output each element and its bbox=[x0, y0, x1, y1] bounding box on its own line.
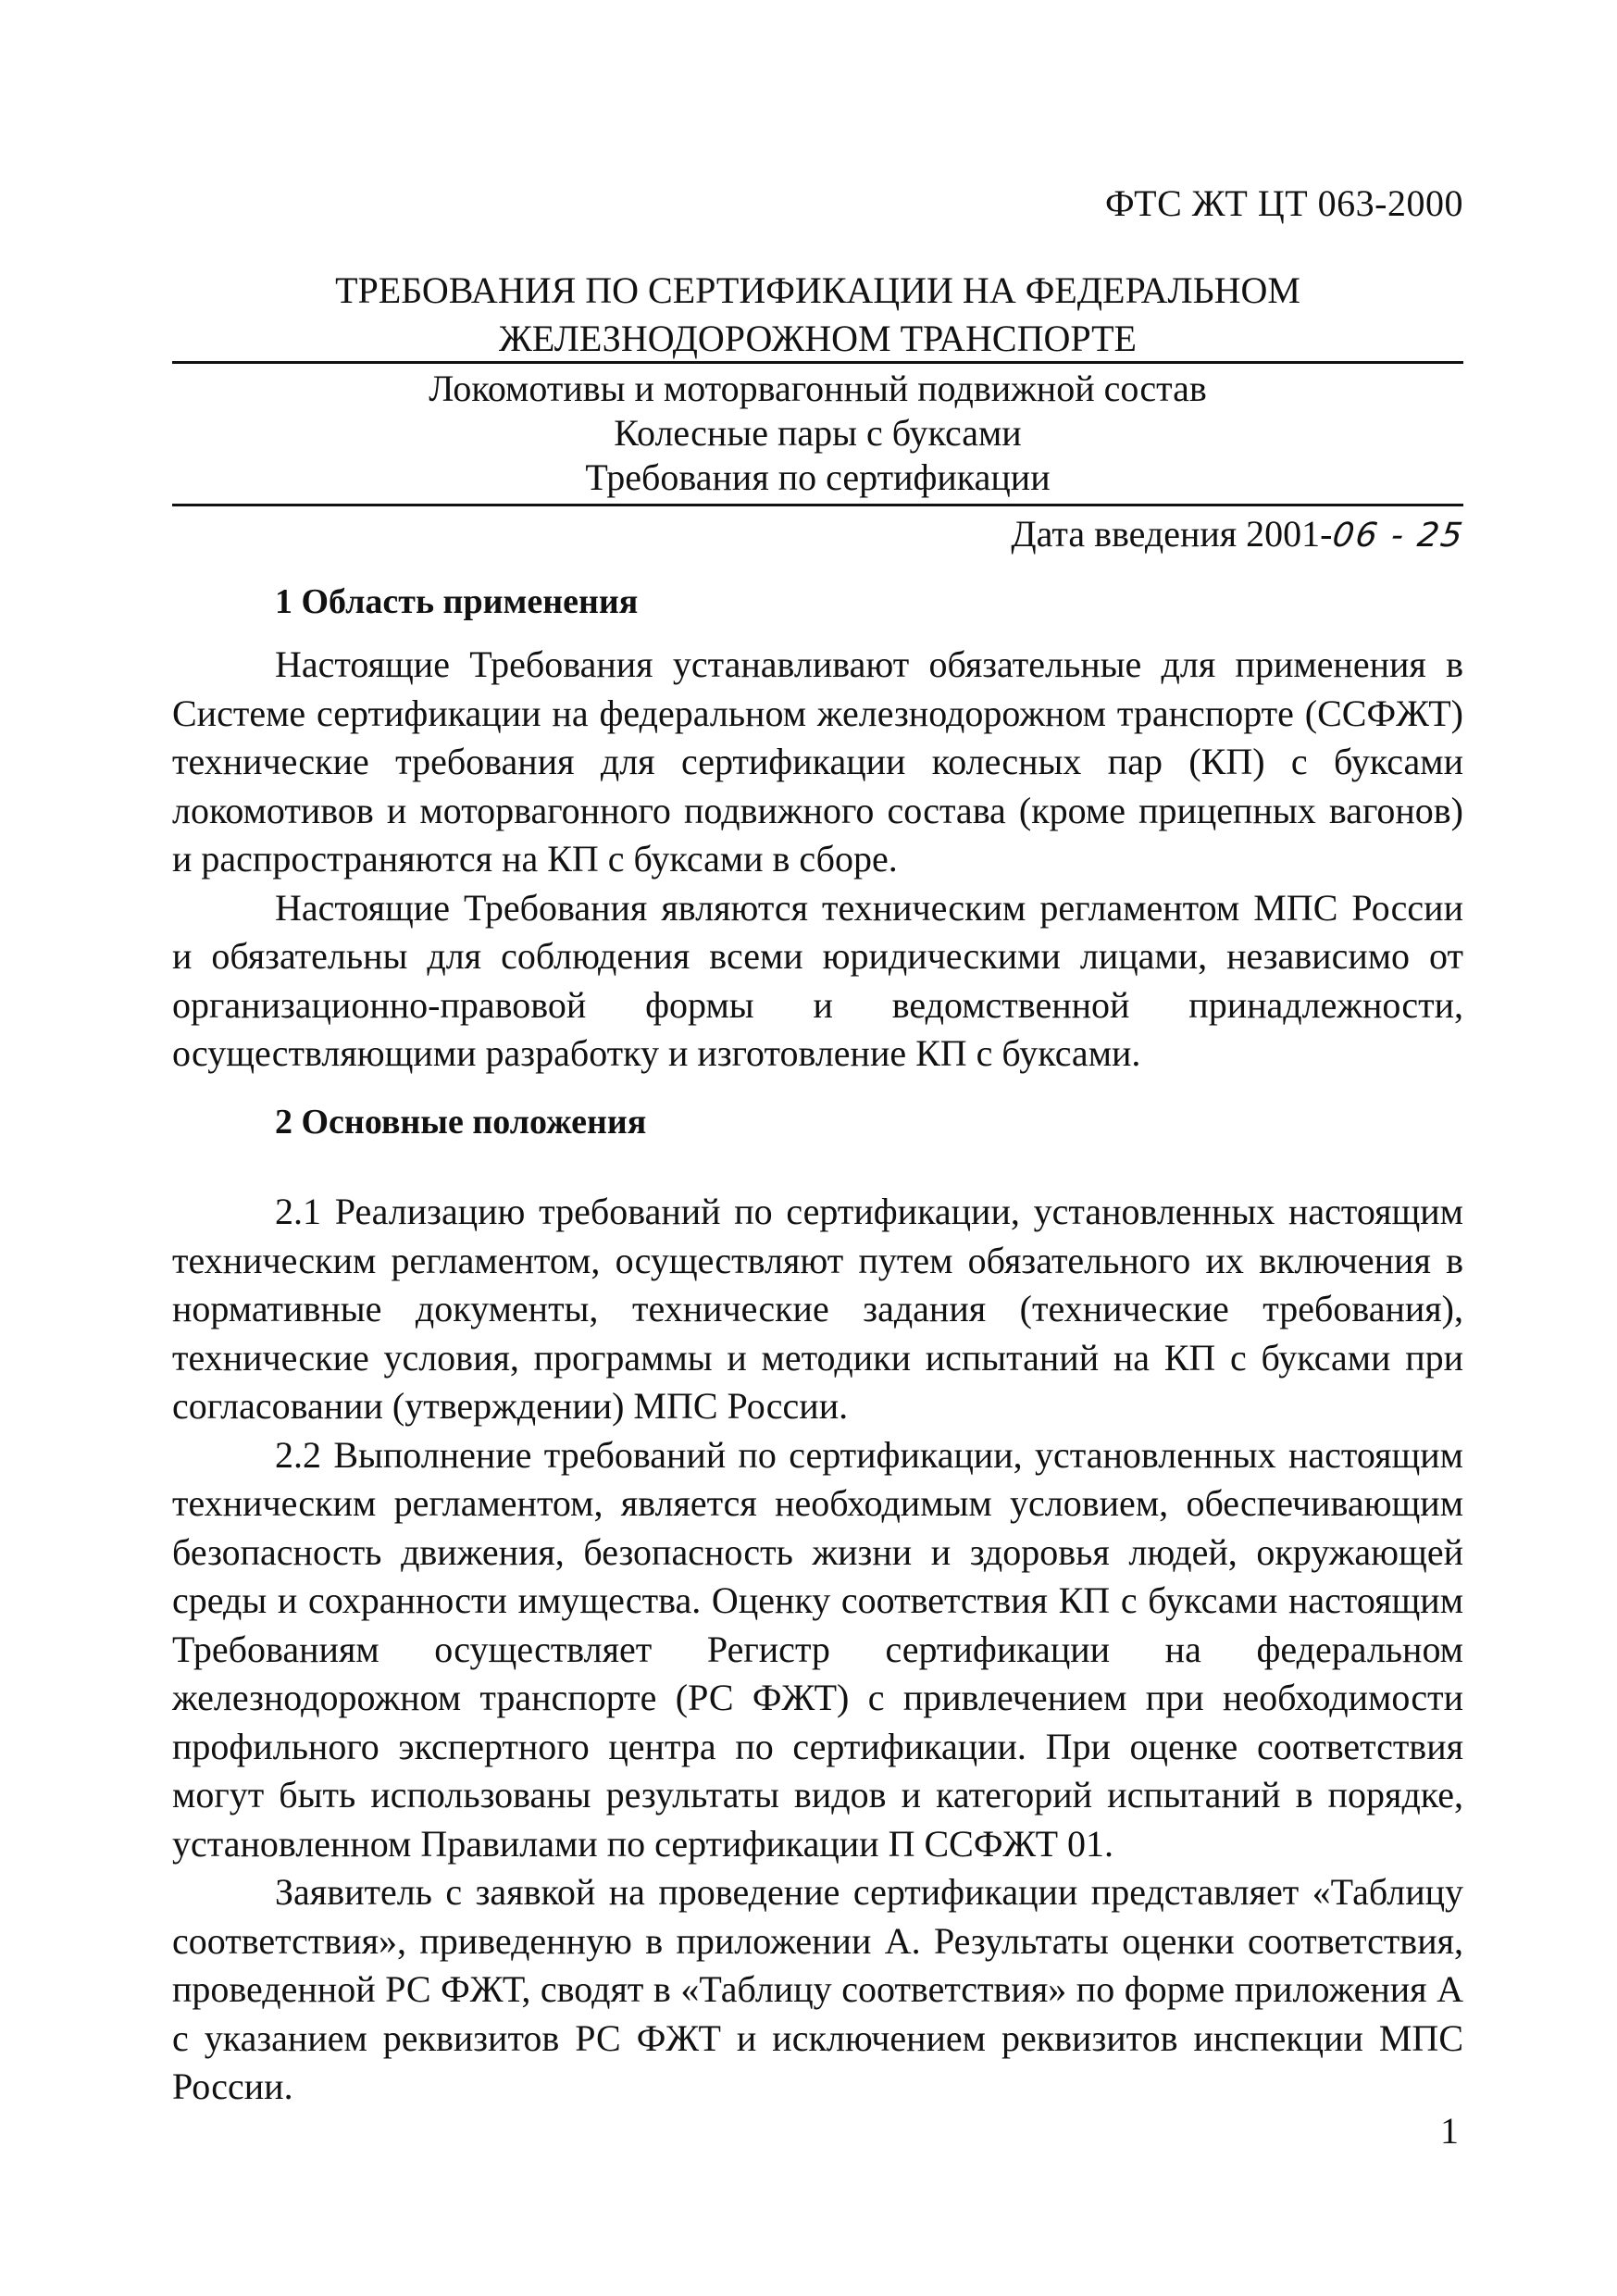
section-1-body bbox=[172, 641, 1463, 1079]
handwritten-date: 06 - 25 bbox=[1329, 517, 1466, 555]
document-code: ФТС ЖТ ЦТ 063-2000 bbox=[1105, 182, 1463, 224]
section-2-body bbox=[172, 1188, 1463, 2112]
section-2-paragraph-3: Заявитель с заявкой на проведение сертификации представляет «Таблицу соответствия», приведенную в приложении А. Результаты оценки соответствия, проведенной РС ФЖТ, сводят в «Таблицу соответствия» по форме приложения А с указанием реквизитов РС ФЖТ и исключением реквизитов инспекции МПС России. bbox=[172, 1871, 1463, 2107]
document-title bbox=[172, 267, 1463, 363]
section-2-paragraph-1: 2.1 Реализацию требований по сертификации, установленных настоящим техническим регламентом, осуществляют путем обязательного их включения в нормативные документы, технические задания (технические требования), технические условия, программы и методики испытаний на КП с буксами при согласовании (утверждении) МПС России. bbox=[172, 1191, 1463, 1427]
section-1-heading: 1 Область применения bbox=[275, 582, 639, 621]
date-label: Дата введения 2001- bbox=[1011, 513, 1333, 555]
subtitle-line-2: Колесные пары с буксами bbox=[614, 412, 1022, 454]
subtitle-line-3: Требования по сертификации bbox=[585, 456, 1051, 498]
title-line-1: ТРЕБОВАНИЯ ПО СЕРТИФИКАЦИИ НА ФЕДЕРАЛЬНОМ bbox=[335, 269, 1300, 311]
subtitle-divider bbox=[172, 504, 1463, 506]
section-2-paragraph-2: 2.2 Выполнение требований по сертификации, установленных настоящим техническим регламентом, является необходимым условием, обеспечивающим безопасность движения, безопасность жизни и здоровья людей, окружающей среды и сохранности имущества. Оценку соответствия КП с буксами настоящим Требованиям осуществляет Регистр сертификации на федеральном железнодорожном транспорте (РС ФЖТ) с привлечением при необходимости профильного экспертного центра по сертификации. При оценке соответствия могут быть использованы результаты видов и категорий испытаний в порядке, установленном Правилами по сертификации П ССФЖТ 01. bbox=[172, 1433, 1463, 1865]
introduction-date bbox=[1011, 512, 1466, 555]
document-subtitle bbox=[172, 367, 1463, 500]
title-line-2: ЖЕЛЕЗНОДОРОЖНОМ ТРАНСПОРТЕ bbox=[499, 318, 1137, 359]
section-2-heading: 2 Основные положения bbox=[275, 1103, 647, 1142]
section-1-paragraph-1: Настоящие Требования устанавливают обязательные для применения в Системе сертификации на федеральном железнодорожном транспорте (ССФЖТ) технические требования для сертификации колесных пар (КП) с буксами локомотивов и моторвагонного подвижного состава (кроме прицепных вагонов) и распространяются на КП с буксами в сборе. bbox=[172, 643, 1463, 880]
page-number: 1 bbox=[1440, 2110, 1459, 2152]
subtitle-line-1: Локомотивы и моторвагонный подвижной состав bbox=[429, 368, 1207, 409]
title-divider bbox=[172, 361, 1463, 364]
section-1-paragraph-2: Настоящие Требования являются техническим регламентом МПС России и обязательны для соблюдения всеми юридическими лицами, независимо от организационно-правовой формы и ведомственной принадлежности, осуществляющими разработку и изготовление КП с буксами. bbox=[172, 886, 1463, 1074]
